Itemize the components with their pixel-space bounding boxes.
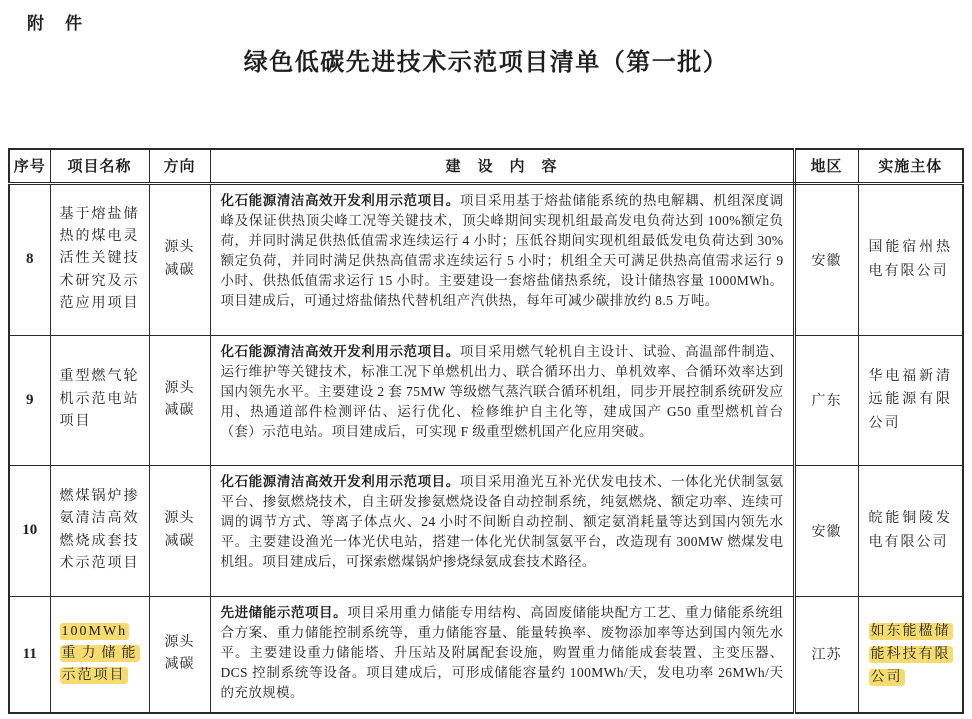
table-row bbox=[9, 335, 963, 465]
cell-no: 8 bbox=[9, 183, 50, 335]
col-header-entity: 实施主体 bbox=[858, 149, 963, 183]
content-body: 项目采用重力储能专用结构、高固废储能块配方工艺、重力储能系统组合方案、重力储能控制系统等，重力储能容量、能量转换率、废物添加率等达到国内领先水平。主要建设重力储能塔、升压站及附属配套设施，购置重力储能成套装置、主变压器、DCS 控制系统等设备。项目建成后，可形成储能容量约 100MWh/天，发电功率 26MWh/天的充放规模。 bbox=[220, 604, 784, 700]
cell-no: 10 bbox=[9, 465, 50, 596]
cell-project-name bbox=[50, 596, 149, 713]
table-row bbox=[9, 596, 963, 713]
content-lead: 先进储能示范项目。 bbox=[220, 604, 348, 620]
cell-no: 11 bbox=[9, 596, 50, 713]
cell-entity bbox=[858, 596, 963, 713]
content-body: 项目采用渔光互补光伏发电技术、一体化光伏制氢氨平台、掺氨燃烧技术，自主研发掺氨燃烧设备自动控制系统，纯氨燃烧、额定功率、连续可调的调节方式、等离子体点火、24 小时不间断自动控制、额定氨消耗量等达到国内领先水平。主要建设渔光一体光伏电站，搭建一体化光伏制氢氨平台，改造现有 300MW 燃煤发电机组。项目建成后，可探索燃煤锅炉掺烧绿氨成套技术路径。 bbox=[220, 473, 784, 569]
content-lead: 化石能源清洁高效开发利用示范项目。 bbox=[220, 343, 460, 359]
table-row bbox=[9, 183, 963, 335]
content-lead: 化石能源清洁高效开发利用示范项目。 bbox=[220, 473, 460, 489]
content-lead: 化石能源清洁高效开发利用示范项目。 bbox=[220, 192, 460, 208]
cell-no: 9 bbox=[9, 335, 50, 465]
cell-content bbox=[210, 183, 794, 335]
cell-direction: 源头减碳 bbox=[149, 596, 210, 713]
project-name-text: 燃煤锅炉掺氨清洁高效燃烧成套技术示范项目 bbox=[59, 488, 140, 571]
entity-text: 如东能楹储能科技有限公司 bbox=[870, 623, 951, 685]
page-title: 绿色低碳先进技术示范项目清单（第一批） bbox=[243, 50, 729, 76]
attachment-label: 附 件 bbox=[27, 14, 84, 33]
cell-region: 安徽 bbox=[794, 465, 858, 596]
cell-entity bbox=[858, 335, 963, 465]
cell-region: 江苏 bbox=[794, 596, 858, 713]
col-header-direction: 方向 bbox=[149, 149, 210, 183]
cell-entity bbox=[858, 465, 963, 596]
projects-table bbox=[8, 148, 964, 714]
cell-entity bbox=[858, 183, 963, 335]
project-name-text: 重型燃气轮机示范电站项目 bbox=[59, 369, 140, 430]
cell-content bbox=[210, 596, 794, 713]
entity-text: 华电福新清远能源有限公司 bbox=[868, 369, 952, 431]
cell-direction: 源头减碳 bbox=[149, 335, 210, 465]
col-header-content: 建 设 内 容 bbox=[210, 149, 794, 183]
project-name-text: 基于熔盐储热的煤电灵活性关键技术研究及示范应用项目 bbox=[59, 206, 140, 312]
cell-content bbox=[210, 465, 794, 596]
col-header-project-name: 项目名称 bbox=[50, 149, 149, 183]
table-header-row bbox=[9, 149, 963, 183]
table-row bbox=[9, 465, 963, 596]
content-body: 项目采用基于熔盐储能系统的热电解耦、机组深度调峰及保证供热顶尖峰工况等关键技术，顶尖峰期间实现机组最高发电负荷达到 100%额定负荷，并同时满足供热低值需求连续运行 4 小时；压低谷期间实现机组最低发电负荷达到 30%额定负荷，并同时满足供热高值需求连续运行 5 小时；机组全天可满足供热高值需求运行 9 小时、供热低值需求运行 15 小时。主要建设一套熔盐储热系统，设计储热容量 1000MWh。项目建成后，可通过熔盐储热代替机组产汽供热，每年可减少碳排放约 8.5 万吨。 bbox=[220, 192, 784, 308]
content-body: 项目采用燃气轮机自主设计、试验、高温部件制造、运行维护等关键技术，标准工况下单燃机出力、联合循环出力、单机效率、合循环效率达到国内领先水平。主要建设 2 套 75MW 等级燃气蒸汽联合循环机组，同步开展控制系统研发应用、热通道部件检测评估、运行优化、检修维护自主化等，建成国产 G50 重型燃机首台（套）示范电站。项目建成后，可实现 F 级重型燃机国产化应用突破。 bbox=[220, 343, 784, 439]
cell-project-name bbox=[50, 183, 149, 335]
entity-text: 皖能铜陵发电有限公司 bbox=[868, 511, 952, 550]
cell-region: 广东 bbox=[794, 335, 858, 465]
cell-project-name bbox=[50, 465, 149, 596]
cell-direction: 源头减碳 bbox=[149, 465, 210, 596]
cell-direction: 源头减碳 bbox=[149, 183, 210, 335]
cell-content bbox=[210, 335, 794, 465]
cell-region: 安徽 bbox=[794, 183, 858, 335]
col-header-region: 地区 bbox=[794, 149, 858, 183]
cell-project-name bbox=[50, 335, 149, 465]
col-header-no: 序号 bbox=[9, 149, 50, 183]
project-name-text: 100MWh 重力储能示范项目 bbox=[61, 623, 138, 684]
entity-text: 国能宿州热电有限公司 bbox=[868, 240, 952, 279]
